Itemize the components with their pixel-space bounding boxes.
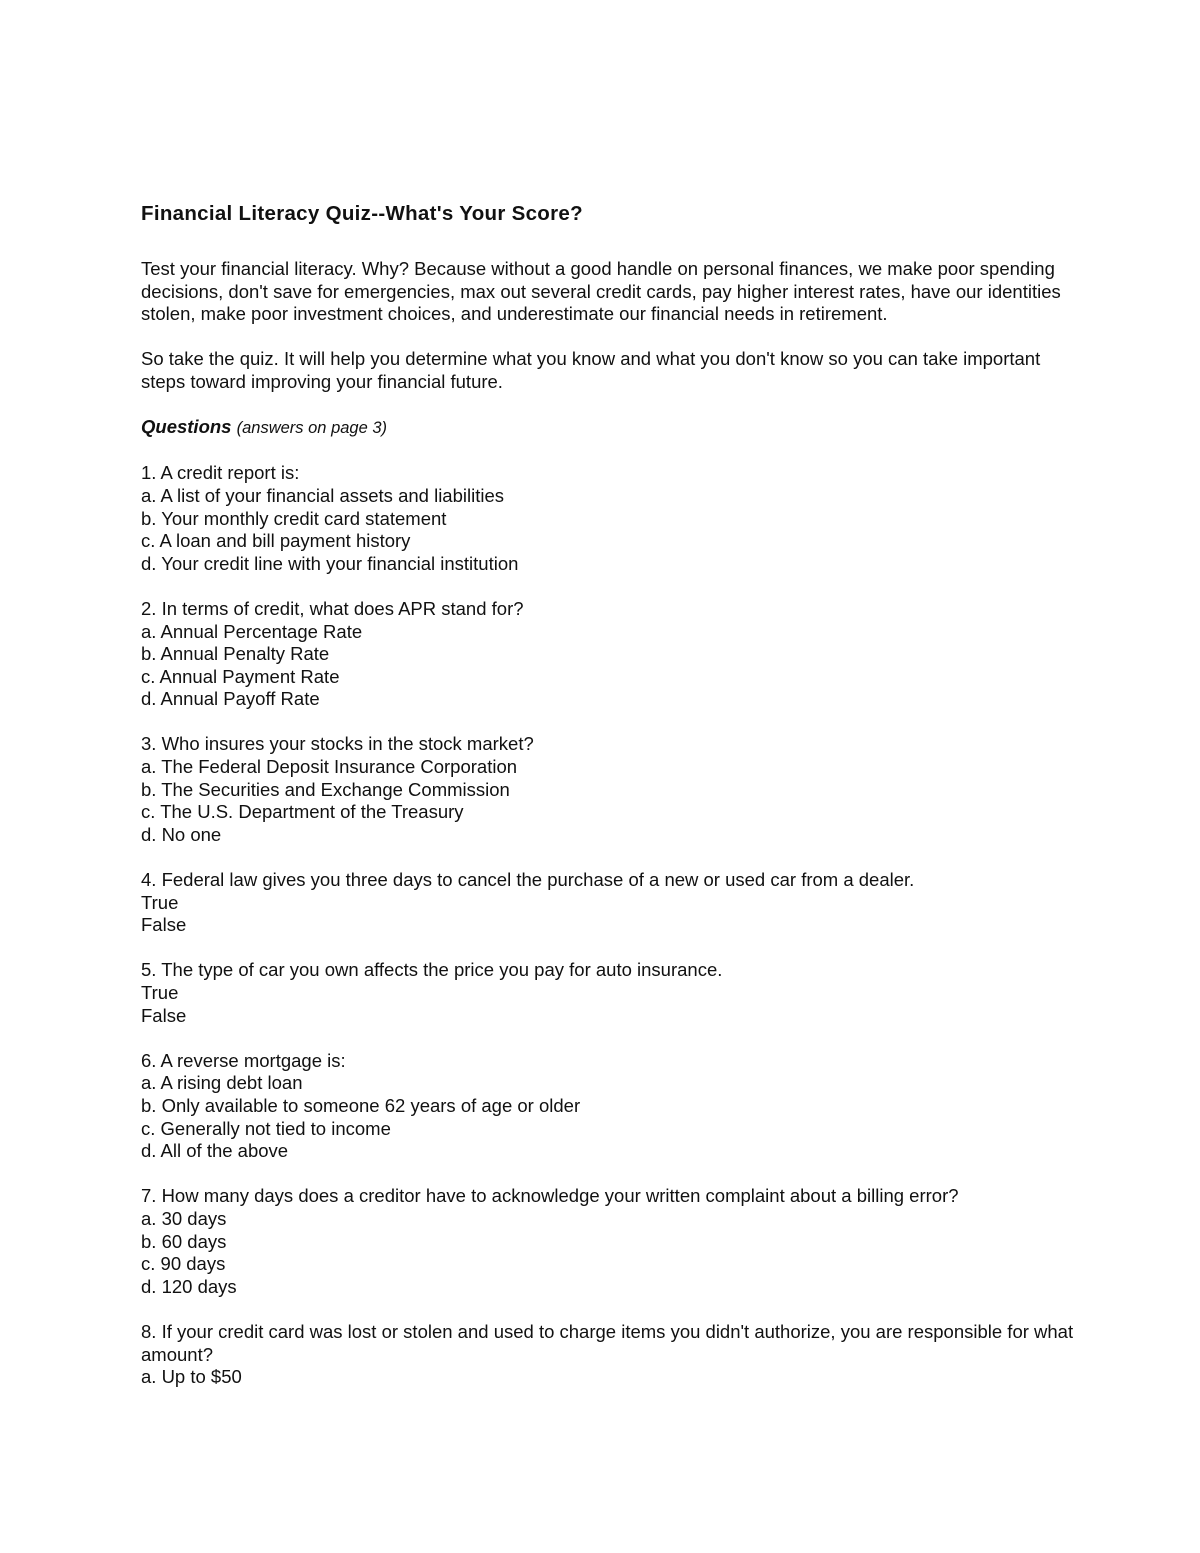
- answer-option: c. Generally not tied to income: [141, 1117, 391, 1139]
- questions-heading-label: Questions: [141, 416, 232, 438]
- answer-option: False: [141, 1004, 187, 1026]
- answer-option: b. The Securities and Exchange Commission: [141, 778, 510, 800]
- question-text: 4. Federal law gives you three days to cancel the purchase of a new or used car from a dealer.: [141, 869, 915, 891]
- answer-option: a. A rising debt loan: [141, 1072, 303, 1094]
- question-text: 8. If your credit card was lost or stolen and used to charge items you didn't authorize, you are responsible for what amount?: [141, 1320, 1074, 1365]
- document-page: [141, 200, 1076, 1411]
- answer-option: a. Annual Percentage Rate: [141, 620, 363, 642]
- question-5: [141, 959, 1076, 1027]
- answer-option: b. 60 days: [141, 1230, 227, 1252]
- question-2: [141, 598, 1076, 711]
- answer-option: b. Your monthly credit card statement: [141, 507, 447, 529]
- question-3: [141, 733, 1076, 846]
- question-text: 6. A reverse mortgage is:: [141, 1049, 346, 1071]
- answer-option: True: [141, 982, 179, 1003]
- answer-option: d. 120 days: [141, 1275, 237, 1297]
- answer-option: d. All of the above: [141, 1140, 289, 1162]
- question-1: [141, 462, 1076, 575]
- answer-option: b. Annual Penalty Rate: [141, 643, 330, 665]
- question-text: 2. In terms of credit, what does APR stand for?: [141, 597, 524, 619]
- document-title: Financial Literacy Quiz--What's Your Score?: [141, 202, 583, 225]
- answer-option: c. The U.S. Department of the Treasury: [141, 801, 464, 823]
- question-8: [141, 1321, 1076, 1389]
- answer-option: a. A list of your financial assets and liabilities: [141, 484, 504, 506]
- answer-option: c. Annual Payment Rate: [141, 665, 340, 687]
- answer-option: a. Up to $50: [141, 1366, 242, 1388]
- answer-option: b. Only available to someone 62 years of age or older: [141, 1094, 581, 1116]
- question-7: [141, 1185, 1076, 1298]
- answer-option: d. Your credit line with your financial institution: [141, 552, 519, 574]
- questions-heading: [141, 416, 1076, 440]
- questions-heading-note: (answers on page 3): [236, 419, 388, 438]
- question-text: 5. The type of car you own affects the price you pay for auto insurance.: [141, 959, 723, 981]
- answer-option: False: [141, 914, 187, 936]
- intro-paragraph-1: Test your financial literacy. Why? Because without a good handle on personal finances, we make poor spending decisions, don't save for emergencies, max out several credit cards, pay higher interest rates, have our identities stolen, make poor investment choices, and underestimate our financial needs in retirement.: [141, 258, 1061, 325]
- question-6: [141, 1050, 1076, 1163]
- question-text: 7. How many days does a creditor have to acknowledge your written complaint about a billing error?: [141, 1185, 959, 1207]
- answer-option: d. No one: [141, 823, 222, 845]
- answer-option: c. 90 days: [141, 1253, 226, 1275]
- intro-paragraph-2: So take the quiz. It will help you determine what you know and what you don't know so you can take important steps toward improving your financial future.: [141, 348, 1041, 392]
- question-text: 3. Who insures your stocks in the stock market?: [141, 733, 534, 755]
- question-text: 1. A credit report is:: [141, 462, 300, 484]
- answer-option: True: [141, 891, 179, 913]
- answer-option: a. 30 days: [141, 1207, 227, 1229]
- answer-option: c. A loan and bill payment history: [141, 530, 411, 552]
- answer-option: d. Annual Payoff Rate: [141, 688, 320, 710]
- answer-option: a. The Federal Deposit Insurance Corporation: [141, 756, 518, 778]
- question-4: [141, 869, 1076, 937]
